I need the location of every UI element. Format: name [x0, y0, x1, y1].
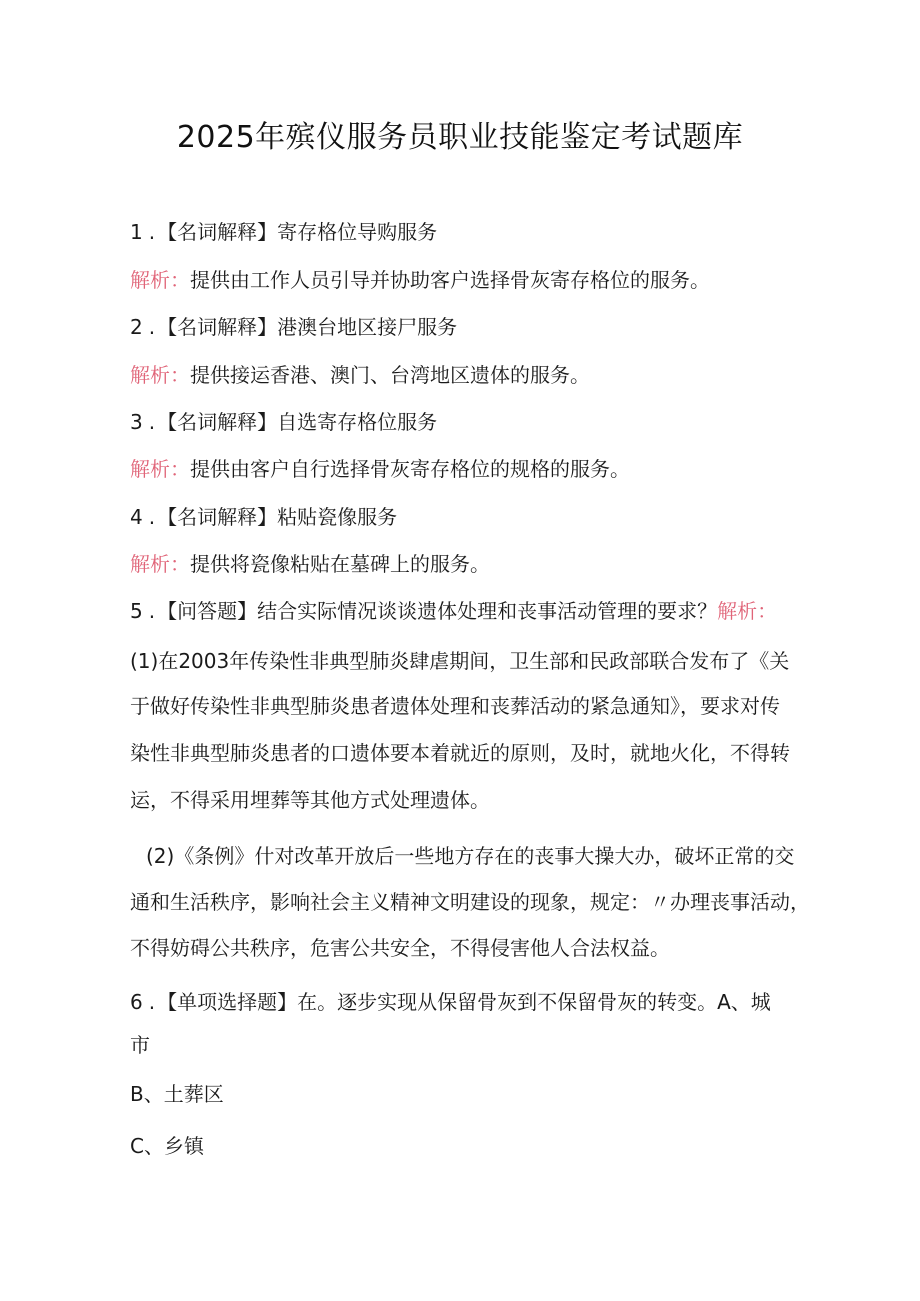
paragraph-line: (2)《条例》什对改革开放后一些地方存在的丧事大操大办，破坏正常的交 [146, 844, 795, 868]
question-2 [130, 313, 457, 341]
question-number: 4 [130, 505, 143, 529]
paragraph-line: (1)在2003年传染性非典型肺炎肆虐期间，卫生部和民政部联合发布了《关 [130, 649, 790, 673]
question-5 [130, 597, 777, 625]
answer-text: 提供接运香港、澳门、台湾地区遗体的服务。 [190, 363, 590, 387]
question-number: 6 [130, 990, 143, 1014]
answer-text: 提供将瓷像粘贴在墓碑上的服务。 [190, 552, 490, 576]
answer-4 [130, 550, 490, 578]
question-text: 寄存格位导购服务 [277, 220, 438, 244]
document-title: 2025年殡仪服务员职业技能鉴定考试题库 [176, 120, 744, 155]
paragraph-line: 染性非典型肺炎患者的口遗体要本着就近的原则，及时，就地火化，不得转 [130, 741, 790, 765]
question-6 [130, 988, 771, 1016]
question-dot: . [148, 410, 156, 434]
question-type: 【单项选择题】 [157, 990, 298, 1014]
analysis-label: 解析： [130, 457, 190, 481]
analysis-label: 解析： [130, 268, 190, 292]
option-c: C、乡镇 [130, 1134, 204, 1158]
question-dot: . [148, 505, 156, 529]
option-b: B、土葬区 [130, 1082, 224, 1106]
question-type: 【名词解释】 [157, 315, 278, 339]
question-type: 【名词解释】 [157, 410, 278, 434]
answer-3 [130, 455, 630, 483]
question-text: 自选寄存格位服务 [277, 410, 438, 434]
paragraph-line: 通和生活秩序，影响社会主义精神文明建设的现象，规定：〃办理丧事活动， [130, 890, 810, 914]
question-number: 2 [130, 315, 143, 339]
question-dot: . [148, 315, 156, 339]
question-type: 【名词解释】 [157, 505, 278, 529]
question-text-continuation: 市 [130, 1033, 150, 1057]
paragraph-line: 于做好传染性非典型肺炎患者遗体处理和丧葬活动的紧急通知》，要求对传 [130, 694, 780, 718]
question-dot: . [148, 990, 156, 1014]
answer-1 [130, 266, 710, 294]
question-3 [130, 408, 437, 436]
question-4 [130, 503, 397, 531]
question-type: 【问答题】 [157, 599, 258, 623]
analysis-label: 解析： [130, 363, 190, 387]
question-text: 港澳台地区接尸服务 [277, 315, 458, 339]
question-text: 在。逐步实现从保留骨灰到不保留骨灰的转变。A、城 [297, 990, 771, 1014]
answer-text: 提供由客户自行选择骨灰寄存格位的规格的服务。 [190, 457, 630, 481]
question-text: 粘贴瓷像服务 [277, 505, 398, 529]
question-dot: . [148, 599, 156, 623]
answer-text: 提供由工作人员引导并协助客户选择骨灰寄存格位的服务。 [190, 268, 710, 292]
analysis-label: 解析： [130, 552, 190, 576]
analysis-label: 解析： [717, 599, 778, 623]
paragraph-line: 不得妨碍公共秩序，危害公共安全，不得侵害他人合法权益。 [130, 936, 670, 960]
question-type: 【名词解释】 [157, 220, 278, 244]
answer-2 [130, 361, 590, 389]
question-number: 1 [130, 220, 143, 244]
question-number: 5 [130, 599, 143, 623]
question-text: 结合实际情况谈谈遗体处理和丧事活动管理的要求？ [257, 599, 718, 623]
question-number: 3 [130, 410, 143, 434]
question-dot: . [148, 220, 156, 244]
question-1 [130, 218, 437, 246]
paragraph-line: 运，不得采用埋葬等其他方式处理遗体。 [130, 788, 490, 812]
